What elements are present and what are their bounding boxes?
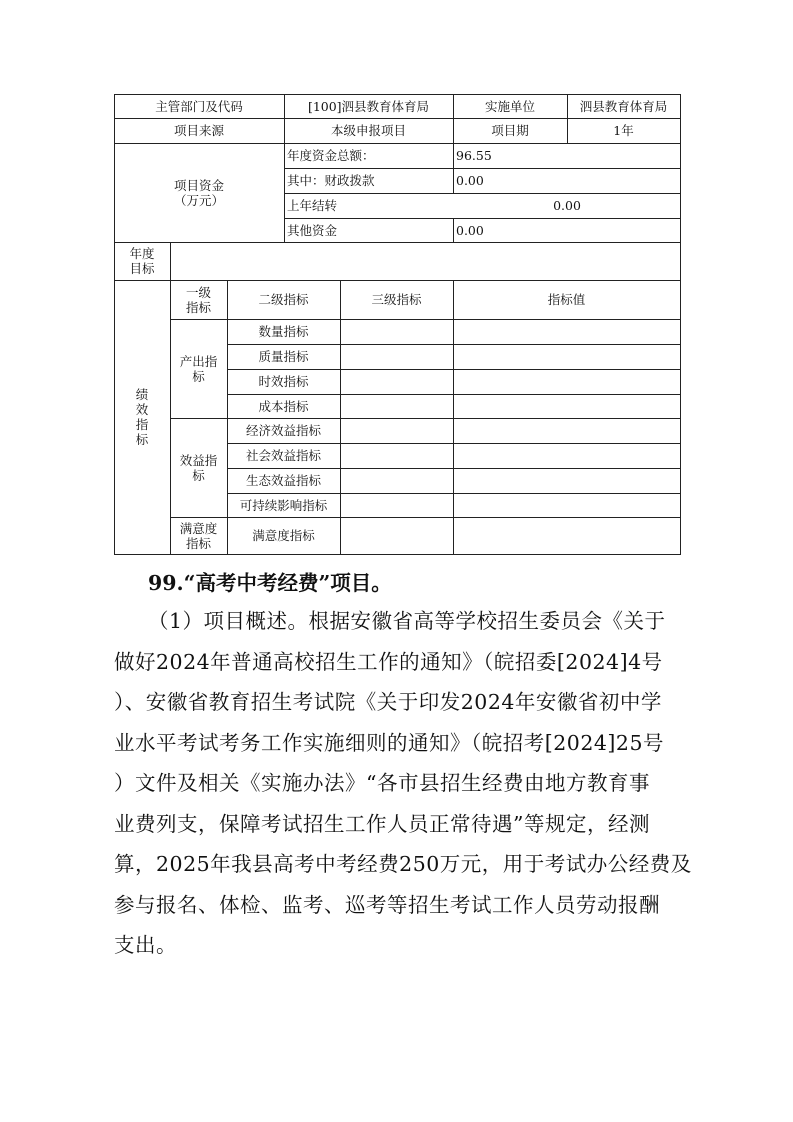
output-label: 产出指 标 bbox=[179, 353, 218, 384]
body-line: （1）项目概述。根据安徽省高等学校招生委员会《关于 bbox=[148, 609, 666, 633]
output-item: 质量指标 bbox=[258, 349, 309, 364]
dept-label: 主管部门及代码 bbox=[155, 99, 243, 114]
header-level1: 一级 指标 bbox=[185, 284, 211, 315]
body-line: ）文件及相关《实施办法》“各市县招生经费由地方教育事 bbox=[114, 771, 650, 795]
table-border-right bbox=[680, 94, 681, 555]
annual-goal-label: 年度 目标 bbox=[129, 246, 155, 276]
header-value: 指标值 bbox=[547, 292, 586, 307]
perf-label: 绩 效 指 标 bbox=[135, 387, 149, 447]
benefit-item: 生态效益指标 bbox=[245, 473, 321, 488]
body-line: 业费列支，保障考试招生工作人员正常待遇”等规定，经测 bbox=[114, 812, 650, 836]
body-line: 支出。 bbox=[114, 933, 177, 957]
body-line: 参与报名、体检、监考、巡考等招生考试工作人员劳动报酬 bbox=[114, 893, 660, 917]
impl-value: 泗县教育体育局 bbox=[579, 99, 668, 114]
funds-fiscal-value: 0.00 bbox=[456, 173, 484, 188]
table-col-rule bbox=[453, 280, 454, 555]
funds-label: 项目资金 （万元） bbox=[173, 177, 224, 208]
source-label: 项目来源 bbox=[173, 123, 224, 138]
benefit-item: 经济效益指标 bbox=[245, 423, 321, 438]
annual-goal-value bbox=[170, 242, 680, 280]
body-line: 业水平考试考务工作实施细则的通知》（皖招考[2024]25号 bbox=[114, 731, 665, 755]
benefit-label: 效益指 标 bbox=[179, 452, 218, 483]
output-item: 时效指标 bbox=[258, 374, 309, 389]
funds-other-label: 其他资金 bbox=[287, 223, 338, 238]
section-heading: 99.“高考中考经费”项目。 bbox=[148, 571, 392, 595]
body-line: 算，2025年我县高考中考经费250万元，用于考试办公经费及 bbox=[114, 852, 692, 876]
funds-carry-label: 上年结转 bbox=[287, 198, 338, 213]
dept-value: [100]泗县教育体育局 bbox=[307, 99, 430, 114]
satisfaction-label: 满意度 指标 bbox=[179, 520, 218, 551]
funds-other-value: 0.00 bbox=[456, 223, 484, 238]
funds-fiscal-label: 其中：财政拨款 bbox=[287, 173, 375, 188]
funds-total-label: 年度资金总额： bbox=[287, 148, 375, 163]
benefit-item: 可持续影响指标 bbox=[239, 497, 328, 513]
funds-total-value: 96.55 bbox=[456, 148, 492, 163]
body-line: ）、安徽省教育招生考试院《关于印发2024年安徽省初中学 bbox=[114, 690, 662, 714]
period-value: 1年 bbox=[613, 123, 634, 138]
header-level2: 二级指标 bbox=[258, 292, 309, 307]
funds-carry-value: 0.00 bbox=[553, 198, 581, 213]
header-level3: 三级指标 bbox=[371, 292, 422, 307]
period-label: 项目期 bbox=[491, 123, 529, 138]
impl-label: 实施单位 bbox=[484, 99, 535, 114]
body-line: 做好2024年普通高校招生工作的通知》（皖招委[2024]4号 bbox=[114, 650, 663, 674]
benefit-item: 社会效益指标 bbox=[245, 448, 321, 463]
satisfaction-item: 满意度指标 bbox=[252, 528, 315, 543]
source-value: 本级申报项目 bbox=[330, 123, 406, 138]
output-item: 数量指标 bbox=[258, 324, 309, 339]
output-item: 成本指标 bbox=[258, 398, 309, 414]
table-col-rule bbox=[340, 280, 341, 555]
table-border-bottom bbox=[114, 554, 681, 555]
